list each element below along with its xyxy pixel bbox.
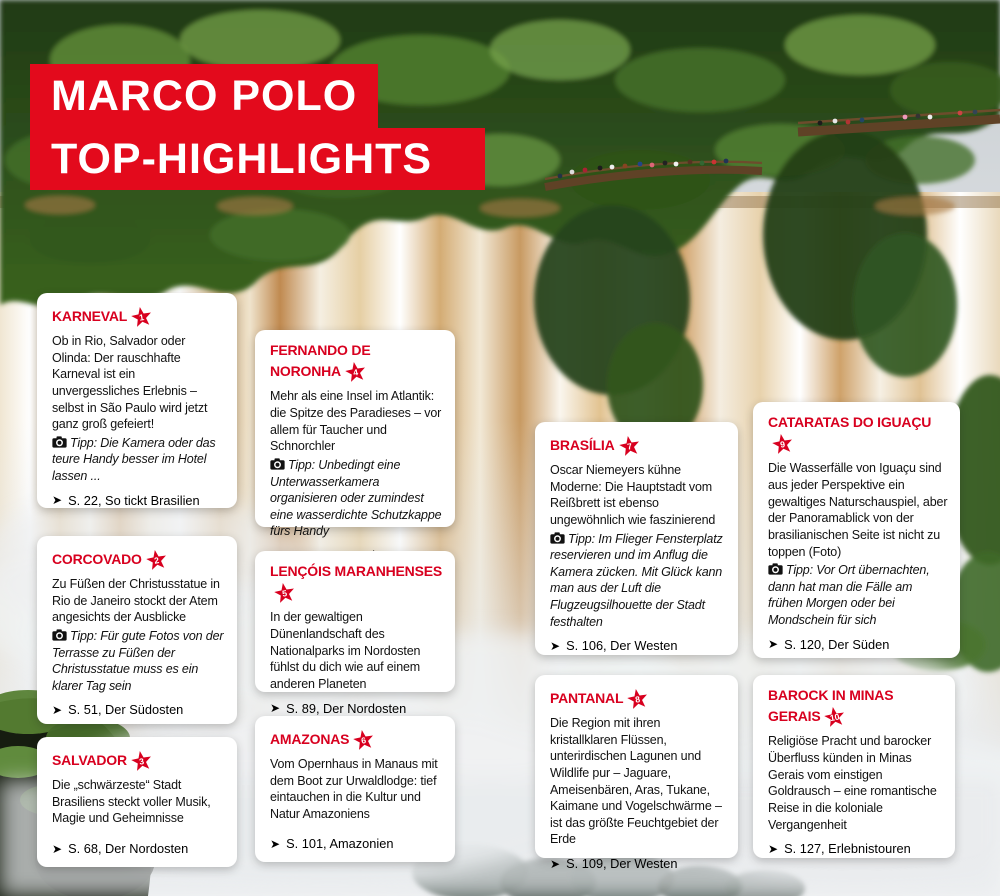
card-description: Ob in Rio, Salvador oder Olinda: Der rauschhafte Karneval ist ein unvergessliches Erlebnis – selbst in São Paulo wird jetzt ganz groß gefeiert!	[52, 334, 208, 432]
star-rank: 7	[625, 440, 633, 452]
tip-text: Tipp: Die Kamera oder das teure Handy besser im Hotel lassen ...	[52, 435, 216, 483]
arrow-right-icon: ➤	[550, 856, 561, 871]
arrow-right-icon: ➤	[768, 637, 779, 652]
card-title-row	[52, 749, 225, 772]
page-ref	[550, 848, 726, 871]
page-ref	[768, 833, 943, 856]
card-title-row	[52, 548, 225, 571]
card-title: KARNEVAL	[52, 308, 128, 324]
card-tip	[270, 457, 443, 540]
star-rank: 8	[634, 693, 642, 705]
arrow-right-icon: ➤	[550, 638, 561, 653]
page-ref	[52, 694, 225, 717]
page-ref-text: S. 101, Amazonien	[286, 836, 394, 851]
card-tip	[768, 562, 948, 629]
page-title-text-2: TOP-HIGHLIGHTS	[51, 134, 433, 183]
page-ref	[768, 629, 948, 652]
card-title-row	[270, 728, 443, 751]
arrow-right-icon: ➤	[52, 493, 63, 508]
card-corcovado	[37, 536, 237, 724]
page-ref-text: S. 89, Der Nordosten	[286, 700, 407, 716]
star-rank: 5	[281, 588, 288, 600]
card-karneval	[37, 293, 237, 508]
star-rank: 3	[138, 755, 145, 767]
page-title-text-1: MARCO POLO	[51, 71, 358, 120]
page-ref-text: S. 127, Erlebnistouren	[784, 841, 911, 857]
arrow-right-icon: ➤	[270, 836, 281, 851]
card-salvador	[37, 737, 237, 867]
page-ref	[52, 833, 225, 856]
card-tip	[550, 531, 726, 631]
card-title: PANTANAL	[550, 690, 624, 706]
card-lencois-maranhenses	[255, 551, 455, 716]
camera-icon	[768, 563, 786, 577]
card-description: Religiöse Pracht und barocker Überfluss künden in Minas Gerais vom einstigen Goldrausch – eine romantische Reise in die koloniale Vergangenheit	[768, 734, 937, 832]
card-description: Vom Opernhaus in Manaus mit dem Boot zur Urwaldlodge: tief eintauchen in die Kultur und Natur Amazoniens	[270, 757, 438, 821]
card-title-row	[270, 342, 443, 383]
page-ref-text: S. 120, Der Süden	[784, 636, 890, 652]
tip-text: Tipp: Für gute Fotos von der Terrasse zu Füßen der Christusstatue muss es ein klarer Tag sein	[52, 628, 224, 693]
arrow-right-icon: ➤	[768, 841, 779, 856]
card-description: Oscar Niemeyers kühne Moderne: Die Hauptstadt vom Reißbrett ist ebenso ungewöhnlich wie faszinierend	[550, 463, 716, 527]
page-ref	[52, 485, 225, 508]
card-title-row	[270, 563, 443, 604]
camera-icon	[52, 629, 70, 643]
card-title: LENÇÓIS MARANHENSES	[270, 563, 442, 579]
star-icon	[769, 431, 796, 458]
star-rank: 1	[138, 311, 146, 323]
card-title: BAROCK IN MINAS GERAIS	[768, 687, 894, 725]
star-icon	[342, 359, 369, 386]
card-title-row	[52, 305, 225, 328]
star-icon	[625, 685, 652, 712]
card-description: Die „schwärzeste“ Stadt Brasiliens steckt voller Musik, Magie und Geheimnisse	[52, 778, 211, 826]
card-title: AMAZONAS	[270, 731, 350, 747]
card-description: Die Region mit ihren kristallklaren Flüssen, unterirdischen Lagunen und Wildlife pur – Jaguare, Ameisenbären, Aras, Tukane, Kaimane und Vogelschwärme – ist das größte Feuchtgebiet der Erde	[550, 716, 722, 847]
star-icon	[350, 726, 377, 753]
card-title-row	[768, 414, 948, 455]
card-description: Zu Füßen der Christusstatue in Rio de Janeiro stockt der Atem angesichts der Ausblicke	[52, 577, 220, 625]
card-title: FERNANDO DE NORONHA	[270, 342, 371, 380]
star-rank: 9	[779, 439, 786, 451]
camera-icon	[52, 436, 70, 450]
page-ref	[550, 630, 726, 653]
card-title: SALVADOR	[52, 752, 127, 768]
page-title-line2	[30, 128, 485, 190]
card-title-row	[550, 434, 726, 457]
star-icon	[616, 432, 643, 459]
card-amazonas	[255, 716, 455, 862]
camera-icon	[270, 458, 288, 472]
card-cataratas-do-iguacu	[753, 402, 960, 658]
page-ref	[270, 693, 443, 716]
card-fernando-de-noronha	[255, 330, 455, 539]
card-barock-in-minas-gerais	[753, 675, 955, 858]
star-icon	[143, 546, 170, 573]
card-description: Mehr als eine Insel im Atlantik: die Spitze des Paradieses – vor allem für Taucher und Schnorchler	[270, 389, 442, 454]
star-rank: 2	[153, 554, 160, 566]
star-icon	[271, 580, 298, 607]
page-ref-text: S. 109, Der Westen	[566, 856, 678, 871]
page-ref-text: S. 22, So tickt Brasilien	[68, 492, 200, 508]
camera-icon	[550, 532, 568, 546]
tip-text: Tipp: Vor Ort übernachten, dann hat man die Fälle am frühen Morgen oder bei Mondschein für sich	[768, 563, 930, 628]
page-ref-text: S. 68, Der Nordosten	[68, 841, 189, 856]
star-icon	[128, 303, 155, 330]
star-rank: 10	[829, 711, 841, 724]
card-tip	[52, 435, 225, 485]
arrow-right-icon: ➤	[52, 702, 63, 717]
page-ref-text: S. 51, Der Südosten	[68, 702, 184, 718]
arrow-right-icon: ➤	[52, 841, 63, 856]
tip-text: Tipp: Unbedingt eine Unterwasserkamera organisieren oder zumindest eine wasserdichte Schutzkappe fürs Handy	[270, 457, 442, 539]
card-title-row	[768, 687, 943, 728]
page-ref	[270, 828, 443, 851]
star-icon	[822, 704, 849, 731]
card-title-row	[550, 687, 726, 710]
arrow-right-icon: ➤	[270, 701, 281, 716]
card-description: Die Wasserfälle von Iguaçu sind aus jeder Perspektive ein gewaltiges Naturschauspiel, aber der Panoramablick von der brasilianischen Seite ist nicht zu toppen (Foto)	[768, 461, 948, 559]
star-rank: 6	[360, 734, 368, 746]
card-title: CATARATAS DO IGUAÇU	[768, 414, 932, 430]
card-description: In der gewaltigen Dünenlandschaft des Nationalparks im Nordosten fühlst du dich wie auf einem anderen Planeten	[270, 610, 421, 691]
star-icon	[128, 747, 155, 774]
card-tip	[52, 628, 225, 695]
card-title: BRASÍLIA	[550, 437, 615, 453]
card-title: CORCOVADO	[52, 551, 142, 567]
page-title-line1	[30, 64, 378, 128]
page-ref-text: S. 106, Der Westen	[566, 638, 678, 654]
card-brasilia	[535, 422, 738, 655]
card-pantanal	[535, 675, 738, 871]
star-rank: 4	[352, 367, 359, 379]
tip-text: Tipp: Im Flieger Fensterplatz reservieren und im Anflug die Kamera zücken. Mit Glück kann man aus der Luft die Flugzeugsilhouette der Stadt festhalten	[550, 531, 723, 629]
